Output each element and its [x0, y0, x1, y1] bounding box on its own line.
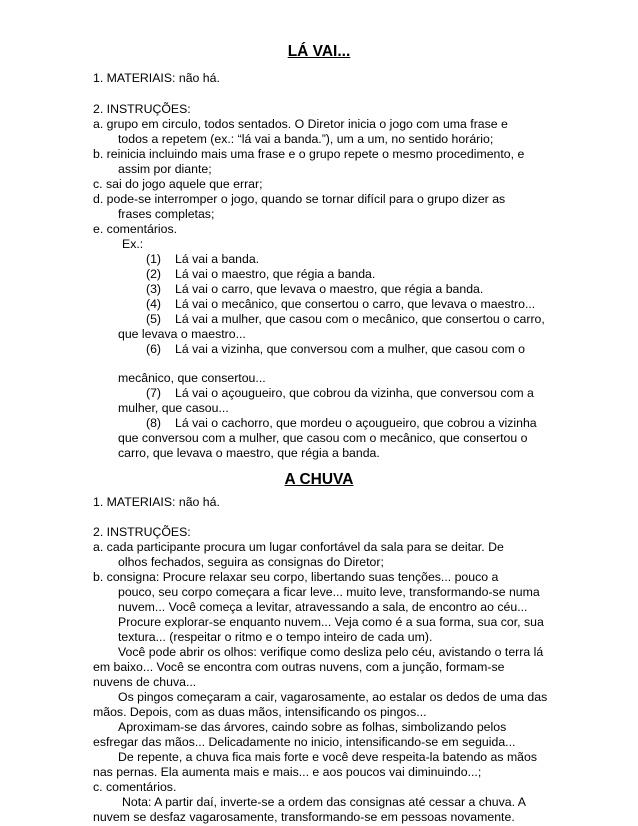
instruction-a-cont: olhos fechados, seguira as consignas do Diretor;	[118, 555, 384, 569]
example-number: (7)	[146, 386, 162, 400]
instruction-b-cont: nuvem... Você começa a levitar, atravessando a sala, de encontro ao céu...	[118, 600, 528, 614]
example-text: Lá vai a banda.	[175, 252, 260, 266]
paragraph-line: Os pingos começaram a cair, vagarosamente, ao estalar os dedos de uma das	[118, 690, 548, 704]
example-number: (8)	[146, 416, 162, 430]
example-text: Lá vai a mulher, que casou com o mecânico, que consertou o carro,	[175, 312, 545, 326]
note-line: Nota: A partir daí, inverte-se a ordem das consignas até cessar a chuva. A	[122, 795, 526, 809]
instruction-b-cont: assim por diante;	[118, 162, 212, 176]
paragraph-line: em baixo... Você se encontra com outras nuvens, com a junção, formam-se	[93, 660, 505, 674]
paragraph-line: De repente, a chuva fica mais forte e você deve respeita-la batendo as mãos	[118, 750, 538, 764]
paragraph-line: Você pode abrir os olhos: verifique como desliza pelo céu, avistando o terra lá	[118, 645, 544, 659]
example-number: (2)	[146, 267, 162, 281]
example-text-cont: mulher, que casou...	[118, 401, 229, 415]
paragraph-line: Aproximam-se das árvores, caindo sobre as folhas, simbolizando pelos	[118, 720, 507, 734]
materials-line: 1. MATERIAIS: não há.	[93, 495, 220, 509]
example-number: (1)	[146, 252, 162, 266]
instruction-c: c. comentários.	[93, 780, 177, 794]
example-text: Lá vai o maestro, que régia a banda.	[175, 267, 376, 281]
paragraph-line: nas pernas. Ela aumenta mais e mais... e aos poucos vai diminuindo...;	[93, 765, 482, 779]
example-text: Lá vai o carro, que levava o maestro, que régia a banda.	[175, 282, 484, 296]
instruction-b-cont: textura... (respeitar o ritmo e o tempo inteiro de cada um).	[118, 630, 433, 644]
example-number: (4)	[146, 297, 162, 311]
example-text: Lá vai o açougueiro, que cobrou da vizinha, que conversou com a	[175, 386, 534, 400]
instruction-a: a. cada participante procura um lugar confortável da sala para se deitar. De	[93, 540, 504, 554]
example-text-cont: mecânico, que consertou...	[118, 371, 266, 385]
example-number: (3)	[146, 282, 162, 296]
example-text-cont: que conversou com a mulher, que casou com o mecânico, que consertou o	[118, 431, 528, 445]
instruction-a: a. grupo em circulo, todos sentados. O Diretor inicia o jogo com uma frase e	[93, 117, 508, 131]
instruction-c: c. sai do jogo aquele que errar;	[93, 177, 263, 191]
paragraph-line: mãos. Depois, com as duas mãos, intensificando os pingos...	[93, 705, 427, 719]
instruction-b: b. reinicia incluindo mais uma frase e o grupo repete o mesmo procedimento, e	[93, 147, 525, 161]
section-title-a-chuva: A CHUVA	[284, 471, 354, 488]
paragraph-line: nuvens de chuva...	[93, 675, 197, 689]
instructions-heading: 2. INSTRUÇÕES:	[93, 102, 191, 116]
example-label: Ex.:	[122, 237, 144, 251]
instruction-d: d. pode-se interromper o jogo, quando se tornar difícil para o grupo dizer as	[93, 192, 506, 206]
materials-line: 1. MATERIAIS: não há.	[93, 71, 220, 85]
example-text-cont: que levava o maestro...	[118, 327, 246, 341]
example-text: Lá vai a vizinha, que conversou com a mulher, que casou com o	[175, 342, 525, 356]
instruction-d-cont: frases completas;	[118, 207, 215, 221]
section-title-la-vai: LÁ VAI...	[287, 43, 351, 60]
example-number: (6)	[146, 342, 162, 356]
instruction-a-cont: todos a repetem (ex.: “lá vai a banda.”), um a um, no sentido horário;	[118, 132, 494, 146]
example-text-cont: carro, que levava o maestro, que régia a banda.	[118, 446, 380, 460]
instructions-heading: 2. INSTRUÇÕES:	[93, 525, 191, 539]
example-number: (5)	[146, 312, 162, 326]
instruction-b-cont: pouco, seu corpo começara a ficar leve... muito leve, transformando-se numa	[118, 585, 540, 599]
instruction-b-cont: Procure explorar-se enquanto nuvem... Veja como é a sua forma, sua cor, sua	[118, 615, 544, 629]
example-text: Lá vai o mecânico, que consertou o carro, que levava o maestro...	[175, 297, 536, 311]
instruction-e: e. comentários.	[93, 222, 178, 236]
example-text: Lá vai o cachorro, que mordeu o açougueiro, que cobrou a vizinha	[175, 416, 537, 430]
note-line: nuvem se desfaz vagarosamente, transformando-se em pessoas novamente.	[93, 810, 515, 824]
instruction-b: b. consigna: Procure relaxar seu corpo, libertando suas tenções... pouco a	[93, 570, 499, 584]
paragraph-line: esfregar das mãos... Delicadamente no inicio, intensificando-se em seguida...	[93, 735, 516, 749]
